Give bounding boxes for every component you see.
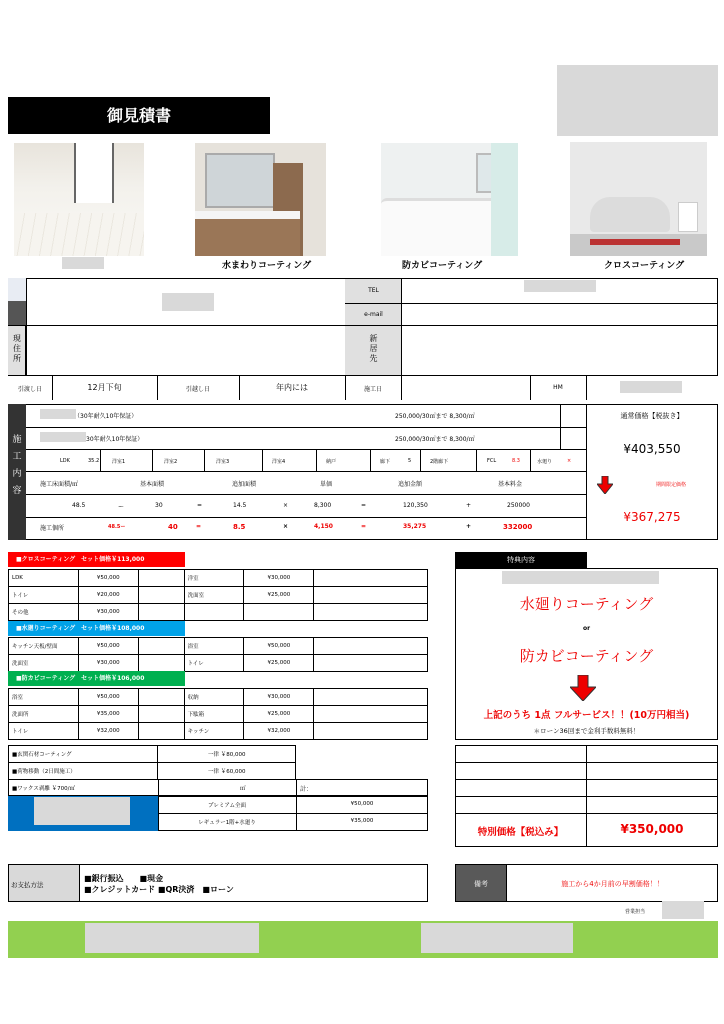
- normal-price-label: 通常価格【税抜き】: [620, 412, 684, 420]
- wax-placeholder: [34, 797, 130, 825]
- calc-cell: 施工個所: [40, 525, 65, 532]
- calc-cell: =: [196, 523, 202, 530]
- table-cell: [314, 655, 428, 672]
- page-title: 御見積書: [106, 106, 171, 125]
- room-label: 廊下: [380, 459, 391, 465]
- cross-header: ■クロスコーティング セット価格￥113,000: [8, 552, 185, 567]
- table-cell: [314, 587, 428, 604]
- staff-label: 営業担当: [625, 909, 646, 915]
- calc-cell: =: [361, 502, 367, 509]
- calc-cell: =: [197, 502, 203, 509]
- plan1-text: （30年耐久10年保証）: [74, 413, 138, 420]
- calc-cell: 40: [168, 523, 178, 531]
- calc-header: 単価: [320, 481, 333, 488]
- table-cell: 洗面室: [184, 587, 244, 604]
- table-cell: ■荷物移動（2日間施工）: [9, 763, 158, 780]
- caption-water: 水まわりコーティング: [222, 261, 312, 271]
- calc-header: 追加面積: [232, 481, 257, 488]
- tel-placeholder: [524, 280, 596, 292]
- calc-cell: 48.5: [72, 502, 86, 509]
- room-label: 納戸: [326, 459, 337, 465]
- table-cell: ¥25,000: [244, 655, 314, 672]
- plan2-price: 250,000/30㎡まで 8,300/㎡: [395, 436, 475, 443]
- benefit-header: 特典内容: [455, 552, 587, 568]
- table-cell: キッチン: [184, 723, 244, 740]
- photo-bath: [381, 143, 518, 256]
- plan2-placeholder: [40, 432, 86, 442]
- table-cell: 収納: [184, 689, 244, 706]
- table-row: [9, 638, 428, 655]
- photo-washroom: [195, 143, 326, 256]
- table-cell: 一律 ￥60,000: [158, 763, 296, 780]
- table-cell: ¥25,000: [244, 587, 314, 604]
- table-cell: その他: [9, 604, 79, 621]
- table-cell: [314, 638, 428, 655]
- table-cell: ¥32,000: [78, 723, 138, 740]
- calc-cell: 332000: [503, 523, 533, 531]
- calc-cell: =: [361, 523, 367, 530]
- table-row: [9, 706, 428, 723]
- room-divider: [152, 449, 153, 471]
- handover-label: 引渡し日: [17, 386, 42, 393]
- table-cell: [244, 604, 314, 621]
- room-label: 水廻り: [537, 459, 553, 465]
- new-address-label: 新 居 先: [369, 334, 378, 363]
- room-label: 洋室1: [112, 459, 126, 465]
- limited-price: ¥367,275: [623, 510, 681, 524]
- room-label: LDK: [60, 458, 70, 464]
- premium-label: プレミアム全面: [208, 803, 246, 809]
- mold-header: ■防カビコーティング セット価格￥106,000: [8, 671, 185, 686]
- calc-cell: 8.5: [233, 523, 246, 531]
- wax-label: ■ワックス剥離 ￥700/㎡: [12, 786, 75, 792]
- calc-cell: 35,275: [403, 523, 427, 530]
- wax-total: 計：: [300, 786, 313, 793]
- room-value: ×: [567, 458, 572, 464]
- calc-cell: +: [466, 502, 472, 509]
- table-row: [9, 746, 296, 763]
- benefit-placeholder: [502, 571, 659, 584]
- room-label: 2階廊下: [430, 459, 449, 465]
- plan2-text: 30年耐久10年保証）: [86, 436, 144, 443]
- table-cell: ¥30,000: [244, 689, 314, 706]
- table-row: [9, 587, 428, 604]
- staff-placeholder: [662, 901, 704, 919]
- photo-living: [570, 142, 707, 256]
- table-cell: 下駄箱: [184, 706, 244, 723]
- calc-cell: 30: [155, 502, 163, 509]
- table-cell: ¥30,000: [78, 604, 138, 621]
- calc-cell: +: [466, 523, 472, 530]
- normal-price: ¥403,550: [623, 442, 681, 456]
- name-placeholder: [162, 293, 214, 311]
- table-cell: ¥20,000: [78, 587, 138, 604]
- benefit-or: or: [582, 625, 591, 632]
- calc-cell: ×: [283, 502, 289, 509]
- calc-cell: 8,300: [314, 502, 332, 509]
- table-row: [9, 570, 428, 587]
- moving-value: 年内には: [276, 383, 308, 392]
- table-cell: [314, 689, 428, 706]
- benefit-arrow-icon: [570, 675, 596, 701]
- moving-label: 引越し日: [185, 386, 210, 393]
- calc-cell: 250000: [507, 502, 530, 509]
- limited-price-label: 期間限定価格: [656, 482, 687, 488]
- table-row: [9, 763, 296, 780]
- table-cell: [138, 689, 184, 706]
- table-cell: [138, 638, 184, 655]
- table-cell: LDK: [9, 570, 79, 587]
- regular-label: レギュラー1階+水廻り: [198, 820, 256, 826]
- room-divider: [370, 449, 371, 471]
- table-cell: トイレ: [9, 587, 79, 604]
- room-value: 5: [408, 458, 412, 464]
- table-cell: ¥50,000: [78, 638, 138, 655]
- room-divider: [530, 449, 531, 471]
- calc-header: 施工床面積/㎡: [40, 481, 79, 488]
- work-side-label: 施 工 内 容: [12, 435, 22, 496]
- benefit-offer: 上記のうち 1点 フルサービス！！(10万円相当): [483, 710, 690, 721]
- table-cell: [314, 604, 428, 621]
- footer-placeholder-2: [421, 923, 573, 953]
- table-cell: [138, 570, 184, 587]
- remarks-text: 施工から4か月前の早割価格！！: [561, 880, 664, 888]
- table-cell: ■玄関石材コーティング: [9, 746, 158, 763]
- calc-header: 基本料金: [498, 481, 523, 488]
- calc-cell: ×: [283, 523, 289, 530]
- cross-table: [8, 569, 428, 621]
- regular-price: ¥35,000: [350, 818, 374, 824]
- table-cell: キッチン天板/壁面: [9, 638, 79, 655]
- table-cell: [138, 723, 184, 740]
- table-row: [9, 723, 428, 740]
- table-cell: [314, 570, 428, 587]
- water-header: ■水廻りコーティング セット価格￥108,000: [8, 621, 185, 636]
- water-table: [8, 637, 428, 672]
- options-table: [8, 745, 296, 780]
- calc-header: 基本面積: [140, 481, 165, 488]
- work-date-label: 施工日: [363, 386, 382, 393]
- room-label: 洋室2: [164, 459, 178, 465]
- table-cell: ¥30,000: [244, 570, 314, 587]
- table-cell: 洗面所: [9, 706, 79, 723]
- room-label: 洋室4: [272, 459, 286, 465]
- table-cell: ¥50,000: [78, 689, 138, 706]
- room-divider: [100, 449, 101, 471]
- table-cell: ¥32,000: [244, 723, 314, 740]
- table-cell: [138, 655, 184, 672]
- calc-cell: 48.5ー: [108, 524, 126, 530]
- room-divider: [316, 449, 317, 471]
- special-price: ¥350,000: [620, 822, 684, 836]
- hm-label: HM: [553, 384, 563, 391]
- table-cell: 一律 ￥80,000: [158, 746, 296, 763]
- table-row: [9, 604, 428, 621]
- room-label: FCL: [487, 458, 497, 464]
- table-cell: ¥25,000: [244, 706, 314, 723]
- handover-value: 12月下旬: [87, 383, 122, 392]
- table-cell: ¥35,000: [78, 706, 138, 723]
- plan1-price: 250,000/30㎡まで 8,300/㎡: [395, 413, 475, 420]
- table-cell: ¥30,000: [78, 655, 138, 672]
- calc-cell: 120,350: [403, 502, 428, 509]
- table-row: [9, 655, 428, 672]
- table-cell: [138, 706, 184, 723]
- table-cell: トイレ: [184, 655, 244, 672]
- table-cell: [184, 604, 244, 621]
- calc-cell: ー: [118, 504, 125, 511]
- table-cell: [138, 604, 184, 621]
- caption-cross: クロスコーティング: [604, 261, 685, 271]
- room-label: 洋室3: [216, 459, 230, 465]
- caption-placeholder: [62, 257, 104, 269]
- table-cell: 洗面室: [9, 655, 79, 672]
- email-label: e-mail: [364, 311, 383, 318]
- calc-header: 追加金額: [398, 481, 423, 488]
- tel-label: TEL: [368, 287, 379, 294]
- benefit-mold: 防カビコーティング: [519, 647, 654, 665]
- wax-unit: ㎡: [240, 786, 246, 792]
- logo-placeholder: [557, 65, 718, 136]
- premium-price: ¥50,000: [350, 801, 374, 807]
- special-price-label: 特別価格【税込み】: [477, 827, 564, 838]
- table-cell: [314, 723, 428, 740]
- table-cell: [314, 706, 428, 723]
- calc-cell: 4,150: [314, 523, 333, 530]
- hm-placeholder: [620, 381, 682, 393]
- table-cell: トイレ: [9, 723, 79, 740]
- benefit-water: 水廻りコーティング: [519, 595, 654, 613]
- remarks-label: 備考: [474, 880, 488, 888]
- current-address-label: 現 住 所: [13, 334, 21, 363]
- payment-line2: ■クレジットカード ■QR決済 ■ローン: [84, 885, 234, 894]
- caption-mold: 防カビコーティング: [402, 261, 483, 271]
- mold-table: [8, 688, 428, 740]
- title-bar: [8, 97, 270, 134]
- plan1-placeholder: [40, 409, 76, 419]
- room-value: 35.2: [88, 458, 100, 464]
- down-arrow-icon: [597, 476, 613, 494]
- payment-line1: ■銀行振込 ■現金: [84, 874, 164, 883]
- benefit-note: ＊ローン36回まで金利手数料無料！: [533, 727, 640, 735]
- table-cell: 浴室: [184, 638, 244, 655]
- room-divider: [262, 449, 263, 471]
- room-divider: [420, 449, 421, 471]
- table-cell: [138, 587, 184, 604]
- room-divider: [204, 449, 205, 471]
- room-value: 8.3: [512, 458, 520, 464]
- table-cell: 洋室: [184, 570, 244, 587]
- room-divider: [476, 449, 477, 471]
- table-cell: 浴室: [9, 689, 79, 706]
- table-cell: ¥50,000: [78, 570, 138, 587]
- payment-label: お支払方法: [11, 881, 44, 889]
- footer-placeholder-1: [85, 923, 259, 953]
- calc-cell: 14.5: [233, 502, 247, 509]
- photo-floor: [14, 143, 144, 256]
- table-cell: ¥50,000: [244, 638, 314, 655]
- table-row: [9, 689, 428, 706]
